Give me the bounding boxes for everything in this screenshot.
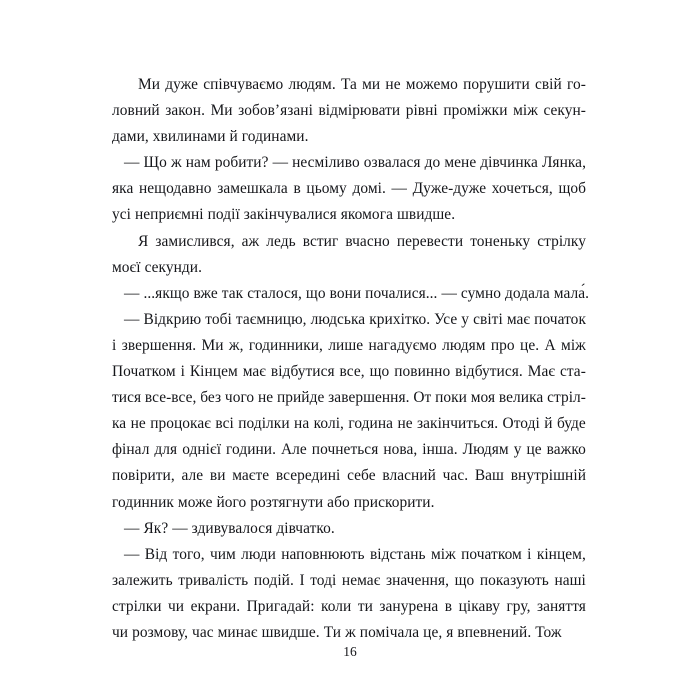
word: буде — [556, 415, 586, 433]
word: і — [180, 363, 185, 381]
word: цьому — [306, 180, 347, 198]
word: ледь — [266, 232, 296, 250]
word: нова, — [383, 441, 418, 459]
word: це, — [423, 623, 443, 641]
text-line — [112, 124, 586, 150]
text-line — [112, 437, 586, 463]
text-line — [112, 516, 586, 542]
word: закон. — [165, 102, 206, 120]
word: почалися... — [365, 284, 438, 302]
word: велика — [498, 389, 544, 407]
word: От — [413, 389, 432, 407]
word: повинно — [394, 363, 451, 381]
word: таємницю, — [235, 310, 307, 328]
word: і — [527, 545, 532, 563]
word: процокає — [150, 415, 211, 433]
word: Як? — [143, 519, 169, 537]
word: й — [229, 128, 238, 146]
word: зобов’язані — [238, 102, 313, 120]
word: кінцем, — [536, 545, 586, 563]
word: поки — [435, 389, 467, 407]
word: перевести — [396, 232, 464, 250]
word: робити? — [214, 154, 269, 172]
word: минає — [217, 623, 258, 641]
word: Ваш — [474, 467, 504, 485]
paragraph — [112, 307, 586, 516]
word: мене — [444, 154, 477, 172]
word: лише — [328, 336, 364, 354]
word: й — [544, 415, 553, 433]
word: порушити — [463, 76, 530, 93]
word: Я — [138, 232, 149, 250]
word: Ми — [138, 76, 161, 93]
word: тобі — [205, 310, 232, 328]
word: секунди. — [144, 258, 202, 276]
text-line — [112, 568, 586, 594]
word: сумно — [460, 284, 501, 302]
word: прискорити. — [353, 493, 435, 511]
word: або — [327, 493, 350, 511]
paragraph — [112, 150, 586, 228]
word: тоненьку — [470, 232, 531, 250]
page-number: 16 — [343, 644, 357, 659]
word: розтягнути — [250, 493, 324, 511]
text-line — [112, 463, 586, 489]
paragraph — [112, 229, 586, 281]
word: — — [391, 180, 407, 198]
word: між — [430, 545, 456, 563]
text-line — [112, 411, 586, 437]
word: замешкала — [217, 180, 288, 198]
word: не — [257, 389, 274, 407]
word: моя — [470, 389, 496, 407]
word: до — [424, 154, 441, 172]
word: інша. — [422, 441, 458, 459]
word: прийде — [276, 389, 325, 407]
word: годинник — [112, 493, 174, 511]
text-line — [112, 229, 586, 255]
word: Кінцем — [189, 363, 238, 381]
paragraph — [112, 516, 586, 542]
word: все-все, — [144, 389, 197, 407]
word: Лянка, — [541, 154, 586, 172]
word: Від — [144, 545, 168, 563]
word: вони — [329, 284, 362, 302]
word: тоді — [310, 571, 337, 589]
word: наші — [554, 571, 586, 589]
word: Відкрию — [143, 310, 202, 328]
word: в — [293, 180, 301, 198]
word: вчасно — [345, 232, 390, 250]
text-line — [112, 594, 586, 620]
word: цікаву — [458, 597, 500, 615]
word: го- — [566, 76, 586, 93]
word: немає — [341, 571, 381, 589]
word: так — [221, 284, 244, 302]
word: Ми — [210, 102, 233, 120]
text-line — [112, 542, 586, 568]
word: всередині — [275, 467, 341, 485]
word: Має — [527, 363, 556, 381]
word: у — [513, 441, 522, 459]
word: годинами. — [241, 128, 309, 146]
text-line — [112, 255, 586, 281]
word: моєї — [112, 258, 141, 276]
word: співчуваємо — [203, 76, 284, 93]
word: несміливо — [292, 154, 360, 172]
word: відбутися. — [455, 363, 523, 381]
word: що — [454, 571, 475, 589]
word: ми — [362, 76, 381, 93]
word: подій. — [253, 571, 294, 589]
text-line — [112, 307, 586, 333]
word: ка — [112, 415, 127, 433]
word: екрани. — [190, 597, 241, 615]
word: між — [561, 336, 586, 354]
word: відмірювати — [318, 102, 401, 120]
word: швидше. — [396, 206, 456, 224]
word: аж — [241, 232, 260, 250]
word: Початком — [112, 363, 176, 381]
word: ...якщо — [143, 284, 190, 302]
word: події — [207, 206, 240, 224]
paragraph — [112, 72, 586, 150]
word: Ми — [201, 336, 224, 354]
word: тися — [112, 389, 142, 407]
word: залежить — [112, 571, 173, 589]
word: що — [305, 284, 326, 302]
word: години. — [226, 441, 277, 459]
word: це — [526, 441, 542, 459]
word: світі — [473, 310, 503, 328]
page-body-text — [112, 72, 590, 646]
word: нагадуємо — [368, 336, 437, 354]
word: ловний — [112, 102, 160, 120]
word: маєте — [232, 467, 270, 485]
text-line — [112, 281, 590, 307]
word: стрілки — [112, 597, 162, 615]
word: замислився, — [155, 232, 235, 250]
word: але — [181, 467, 204, 485]
word: А — [544, 336, 556, 354]
word: того, — [172, 545, 205, 563]
word: годинники, — [248, 336, 323, 354]
word: — — [272, 154, 289, 172]
word: все, — [339, 363, 365, 381]
word: розмову, — [132, 623, 189, 641]
word: ви — [209, 467, 226, 485]
word: дами, — [112, 128, 149, 146]
word: ста- — [559, 363, 586, 381]
word: всі — [215, 415, 234, 433]
word: чи — [112, 623, 129, 641]
word: я — [446, 623, 454, 641]
word: секун- — [543, 102, 586, 120]
word: початок — [534, 310, 586, 328]
word: хвилинами — [152, 128, 226, 146]
word: озвалася — [363, 154, 421, 172]
word: свій — [534, 76, 562, 93]
word: — — [124, 284, 140, 302]
word: наповнюють — [281, 545, 365, 563]
word: почнеться — [311, 441, 379, 459]
word: Тож — [535, 623, 562, 641]
word: рівні — [405, 102, 438, 120]
word: Що — [143, 154, 167, 172]
word: людська — [310, 310, 366, 328]
word: коли — [321, 597, 352, 615]
word: щоб — [558, 180, 586, 198]
text-line — [112, 333, 586, 359]
word: в — [444, 597, 453, 615]
word: дуже — [165, 76, 199, 93]
word: однієї — [182, 441, 222, 459]
word: І — [299, 571, 305, 589]
word: здивувалося — [191, 519, 273, 537]
word: має — [242, 363, 266, 381]
word: чого — [224, 389, 255, 407]
word: неприємні — [134, 206, 204, 224]
word: яка — [112, 180, 134, 198]
word: ж — [345, 623, 356, 641]
word: час. — [442, 467, 469, 485]
word: чи — [168, 597, 185, 615]
word: час — [192, 623, 214, 641]
word: людям. — [288, 76, 336, 93]
word: крихітко. — [369, 310, 431, 328]
word: має — [506, 310, 531, 328]
word: нам — [185, 154, 211, 172]
word: власний — [382, 467, 436, 485]
text-line — [112, 385, 586, 411]
word: стрілку — [537, 232, 586, 250]
word: помічала — [359, 623, 420, 641]
word: — — [441, 284, 457, 302]
word: дівчатко. — [276, 519, 335, 537]
word: якомога — [340, 206, 393, 224]
word: домі. — [352, 180, 386, 198]
word: внутрішній — [510, 467, 586, 485]
word: встиг — [302, 232, 339, 250]
word: що — [369, 363, 390, 381]
word: — — [124, 310, 140, 328]
word: закінчиться. — [417, 415, 499, 433]
text-line — [112, 150, 586, 176]
text-line — [112, 359, 586, 385]
word: колі, — [313, 415, 344, 433]
word: ж, — [228, 336, 244, 354]
word: гру, — [506, 597, 531, 615]
word: закінчувалися — [243, 206, 337, 224]
word: відбутися — [270, 363, 335, 381]
text-line — [112, 202, 586, 228]
word: — — [172, 519, 188, 537]
word: його — [216, 493, 247, 511]
word: для — [154, 441, 178, 459]
word: про — [490, 336, 515, 354]
word: можемо — [405, 76, 458, 93]
word: година — [348, 415, 394, 433]
word: усі — [112, 206, 131, 224]
text-line — [112, 176, 586, 202]
word: Дуже-дуже — [412, 180, 487, 198]
word: поділки — [238, 415, 290, 433]
word: фінал — [112, 441, 150, 459]
word: повірити, — [112, 467, 175, 485]
text-line — [112, 98, 586, 124]
word: нещодавно — [138, 180, 212, 198]
word: впевнений. — [457, 623, 532, 641]
paragraph — [112, 281, 590, 307]
word: показують — [479, 571, 549, 589]
word: відстань — [369, 545, 426, 563]
word: заняття — [536, 597, 586, 615]
word: Пригадай: — [246, 597, 315, 615]
word: завершення. — [328, 389, 410, 407]
word: хочеться, — [491, 180, 553, 198]
word: проміжки — [443, 102, 508, 120]
word: — — [124, 519, 140, 537]
word: тривалість — [178, 571, 249, 589]
word: Отоді — [502, 415, 540, 433]
word: у — [461, 310, 470, 328]
word: Та — [340, 76, 357, 93]
word: на — [294, 415, 310, 433]
word: себе — [347, 467, 376, 485]
word: людям — [442, 336, 486, 354]
word: між — [513, 102, 538, 120]
word: Усе — [434, 310, 458, 328]
word: — — [124, 154, 140, 172]
word: швидше. — [261, 623, 320, 641]
word: вже — [193, 284, 218, 302]
text-line — [112, 72, 586, 98]
word: дівчинка — [480, 154, 538, 172]
word: ж — [170, 154, 182, 172]
word: ти — [357, 597, 373, 615]
word: — — [124, 545, 140, 563]
word: Ти — [323, 623, 342, 641]
word: без — [200, 389, 222, 407]
word: мала́. — [553, 284, 590, 302]
word: це. — [520, 336, 540, 354]
word: Людям — [462, 441, 509, 459]
word: не — [385, 76, 401, 93]
word: може — [177, 493, 213, 511]
word: і — [112, 336, 117, 354]
word: сталося, — [247, 284, 302, 302]
word: занурена — [379, 597, 439, 615]
word: не — [397, 415, 413, 433]
word: важко — [546, 441, 586, 459]
word: звершення. — [121, 336, 197, 354]
word: початком — [461, 545, 522, 563]
word: люди — [241, 545, 276, 563]
word: додала — [505, 284, 550, 302]
word: чим — [209, 545, 236, 563]
word: стріл- — [547, 389, 586, 407]
word: не — [130, 415, 146, 433]
text-line — [112, 490, 586, 516]
word: Але — [281, 441, 307, 459]
paragraph — [112, 542, 586, 646]
word: значення, — [385, 571, 449, 589]
